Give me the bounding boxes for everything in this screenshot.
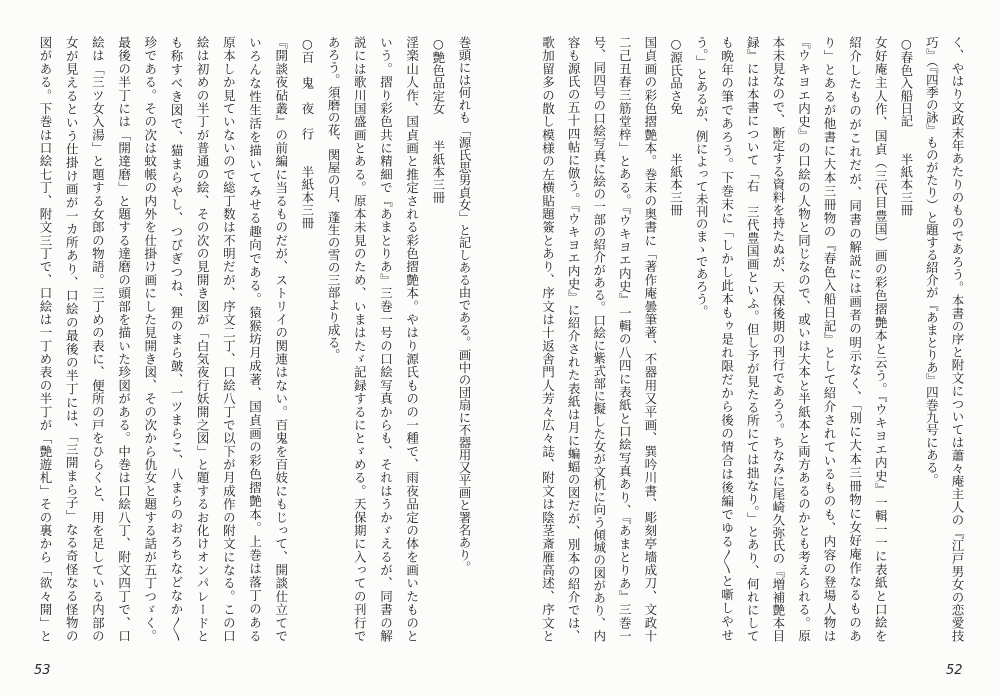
text-column: 女好庵主人作、国貞（三代目豊国）画の彩色摺艶本と云う。『ウキヨエ内史』一輯一一に表紙と口絵を — [873, 36, 889, 642]
text-column: 説には歌川国盛画とある。原本未見のため、いまはたゞ記録するにとゞめる。天保期に入っての刊行で — [352, 36, 368, 642]
page-number: 53 — [34, 663, 51, 678]
text-column: 二己丑春三筋堂梓」とある。『ウキヨエ内史』一輯の八四に表紙と口絵写真あり、『あまとりあ』三巻一 — [617, 36, 633, 642]
text-column: 最後の半丁には「開達磨」と題する達磨の頭部を描いた珍図がある。中巻は口絵八丁、附文四丁で、口 — [116, 36, 132, 642]
text-column: う。」とあるが、例によって未刊のまゝであろう。 — [694, 36, 710, 318]
text-column: 国貞画の彩色摺艶本。巻末の奥書に「著作庵曇筆著、不器用又平画、巽吟川書、彫刻亭墻成刀、文政十 — [642, 36, 658, 642]
text-column: 号、同四号の口絵写真に絵の一部の紹介がある。口絵に紫式部に擬した女が文机に向う傾城の図があり、内 — [591, 36, 607, 642]
text-column: いう。摺り彩色共に精細で『あまとりあ』三巻一号の口絵写真からも、それはうかゞえるが、同書の解 — [378, 36, 394, 642]
text-column: 原本しか見ていないので総丁数は不明だが、序文二丁、口絵八丁で以下が月成作の附文になる。この口 — [221, 36, 237, 642]
section-heading: ○源氏品さ免 半紙本三冊 — [668, 36, 684, 217]
text-column: 歌加留多の散し模様の左横貼題簽とあり、序文は十返舎門人芳々広々誌、附文は陰茎斎雁高述、序文と — [540, 36, 556, 642]
page-number: 52 — [946, 663, 963, 678]
text-column: 『開談夜砧叢』の前編に当るものだが、ストリイの関連はない。百鬼を百妓にもじって、開談仕立てで — [273, 36, 289, 642]
section-heading: ○百 鬼 夜 行 半紙本三冊 — [299, 36, 315, 229]
text-column: 絵は初めの半丁が普通の絵、その次の見開き図が「白気夜行妖開之図」と題するお化けオンパレードと — [195, 36, 211, 642]
text-column: 『ウキヨエ内史』の口絵の人物と同じなので、或いは大本と半紙本と両方あるのかとも考えられる。原 — [796, 36, 812, 642]
section-heading: ○春色入船日記 半紙本三冊 — [898, 36, 914, 217]
text-column: 淫楽山人作、国貞画と推定される彩色摺艶本。やはり源氏ものの一種で、雨夜品定の体を画いたものと — [404, 36, 420, 642]
text-column: 珍である。その次は蚊帳の内外を仕掛け画にした見開き図、その次から仇女と題する話が五丁つゞく。 — [142, 36, 158, 642]
text-column: 絵は「三ツ女入湯」と題する女郎の物語。三丁めの表に、便所の戸をひらくと、用を足している内部の — [90, 36, 106, 642]
text-column: も晩年の筆であろう。下巻末に「しかし此本もゥ是れ限だから後の情合は後編でゆる〳〵と噺しやせ — [719, 36, 735, 642]
text-column: いろんな性生活を描いてみせる趣向である。猿猴坊月成著、国貞画の彩色摺艶本。上巻は落丁のある — [247, 36, 263, 642]
page-53-text-block — [31, 36, 477, 642]
text-column: 図がある。下巻は口絵七丁、附文三丁で、口絵は一丁め表の半丁が「艶遊札」その裏から「欲々開」と — [38, 36, 53, 642]
page-52 — [500, 0, 1000, 696]
text-column: 巻頭には何れも「源氏思男貞女」と記しある由である。画中の団扇に不器用又平画と署名あり。 — [457, 36, 472, 574]
text-column: も称すべき図で、猫まらやし、つびぎつね、狸のまら皷、一ツまらこ、八まらのおろちなどなか〳〵 — [168, 36, 184, 642]
text-column: く、やはり文政末年あたりのものであろう。本書の序と附文については蕭々庵主人の『江戸男女の恋愛技 — [950, 36, 965, 642]
text-column: 巧』（『四季の詠』ものがたり）と題する紹介が『あまとりあ』四巻九号にある。 — [924, 36, 940, 486]
text-column: り」とあるが他書に大本三冊物の『春色入船日記』として紹介されているものも、内容の登場人物は — [822, 36, 838, 642]
text-column: 録』には本書について「右 三代豊国画といふ。但し予が見たる所にては拙なり。」とあり、何れにして — [745, 36, 761, 642]
section-heading: ○艶色品定女 半紙本三冊 — [430, 36, 446, 204]
text-column: 女が見えるという仕掛け画が一カ所あり、口絵の最後の半丁には、「三開まら子」なる奇怪なる怪物の — [64, 36, 80, 642]
page-52-text-block — [535, 36, 970, 642]
text-column: あろう。須磨の花、関屋の月、蓬生の雪の三部より成る。 — [326, 36, 342, 361]
text-column: 紹介したものがこれだが、同書の解説には画者の明示なく、「別に大本三冊物に女好庵作なるものあ — [847, 36, 863, 642]
text-column: 容も源氏の五十四帖に倣う。『ウキヨエ内史』に紹介された表紙は月に蝙蝠の図だが、別本の紹介では、 — [566, 36, 582, 642]
text-column: 本未見なので、断定する資料を持たぬが、天保後期の刊行であろう。ちなみに尾崎久弥氏の『増補艶本目 — [770, 36, 786, 642]
